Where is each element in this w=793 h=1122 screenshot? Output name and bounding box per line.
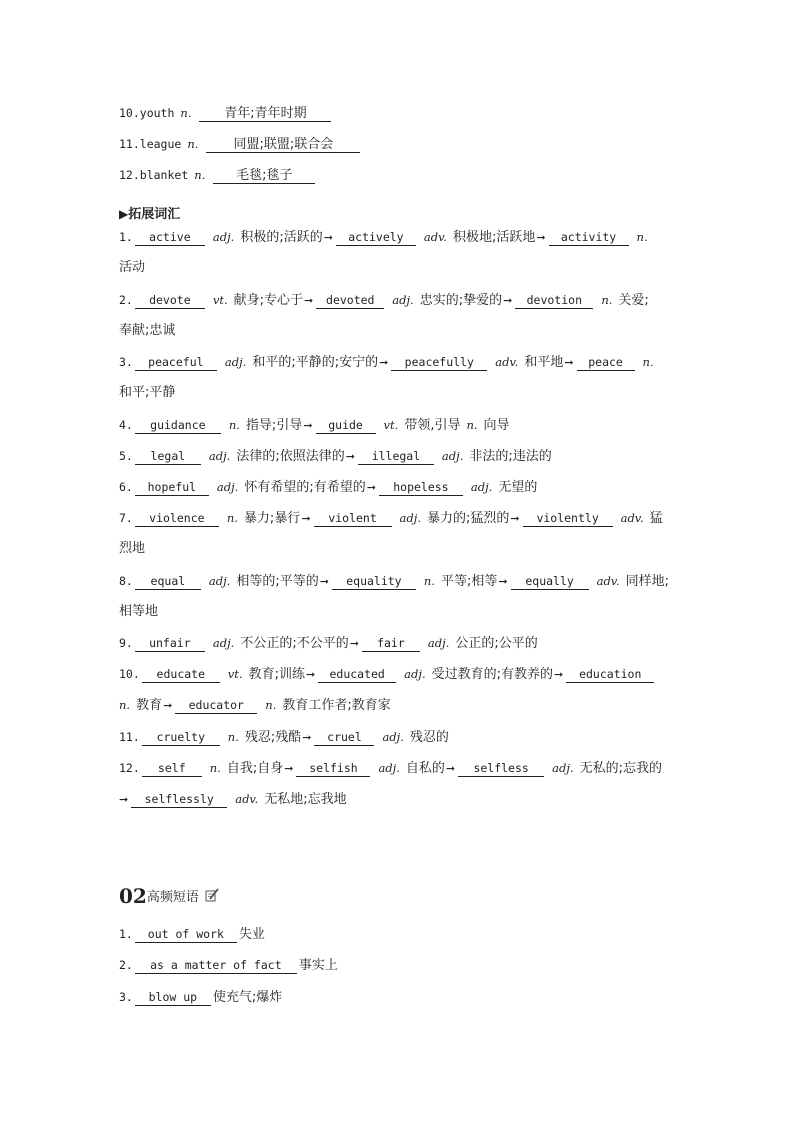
arrow-right-icon: ➞: [301, 512, 311, 525]
meaning-continued: 和平;平静: [119, 385, 176, 400]
meaning-continued: 奉献;忠诚: [119, 323, 176, 338]
answer-blank: legal: [135, 449, 201, 465]
part-of-speech: vt.: [212, 293, 228, 307]
part-of-speech: adj.: [382, 730, 404, 744]
arrow-right-icon: ➞: [163, 699, 173, 712]
expand-item-12-cont: [119, 790, 693, 809]
part-of-speech: adj.: [212, 636, 235, 650]
item-number: 10.: [119, 667, 140, 681]
section-heading-expand: [119, 203, 180, 222]
item-number: 4.: [119, 418, 133, 432]
expand-item-11: [119, 728, 693, 747]
section-title: 高频短语: [146, 890, 199, 905]
part-of-speech: adj.: [399, 511, 421, 525]
meaning-continued: 烈地: [119, 541, 146, 556]
meaning: 和平地: [524, 355, 564, 370]
part-of-speech: n.: [636, 230, 648, 244]
part-of-speech: adj.: [441, 449, 464, 463]
item-number: 2.: [119, 293, 133, 307]
meaning: 残忍的: [409, 730, 449, 745]
part-of-speech: adj.: [208, 449, 231, 463]
part-of-speech: n.: [227, 730, 239, 744]
part-of-speech: n.: [194, 168, 206, 182]
expand-item-7: [119, 509, 693, 528]
arrow-right-icon: ➞: [302, 731, 312, 744]
expand-item-10: [119, 665, 693, 684]
answer-blank: cruelty: [142, 730, 220, 746]
item-number: 6.: [119, 480, 133, 494]
item-number: 3.: [119, 355, 133, 369]
item-number: 2.: [119, 958, 133, 972]
meaning: 积极的;活跃的: [240, 230, 323, 245]
part-of-speech: adj.: [427, 636, 450, 650]
item-number: 7.: [119, 511, 133, 525]
part-of-speech: adv.: [596, 574, 620, 588]
pencil-paper-icon: [205, 887, 219, 901]
vocab-word: youth: [139, 106, 175, 120]
meaning: 受过教育的;有教养的: [431, 667, 554, 682]
arrow-right-icon: ➞: [323, 231, 333, 244]
part-of-speech: n.: [466, 418, 478, 432]
answer-blank: equal: [135, 574, 201, 590]
arrow-right-icon: ➞: [503, 294, 513, 307]
arrow-right-icon: ➞: [284, 762, 294, 775]
expand-item-12: [119, 759, 693, 778]
part-of-speech: adj.: [392, 293, 414, 307]
part-of-speech: adj.: [208, 574, 231, 588]
part-of-speech: adj.: [224, 355, 247, 369]
triangle-marker-icon: ▶: [119, 207, 129, 221]
item-number: 11.: [119, 137, 140, 151]
arrow-right-icon: ➞: [305, 668, 316, 681]
answer-blank: blow up: [135, 990, 211, 1006]
arrow-right-icon: ➞: [445, 762, 456, 775]
section-number: 02: [119, 884, 147, 908]
answer-blank: fair: [362, 636, 420, 652]
expand-item-10-cont: [119, 696, 693, 715]
meaning: 非法的;违法的: [469, 449, 552, 464]
meaning-continued: 相等地: [119, 604, 159, 619]
answer-blank: devotion: [515, 293, 593, 309]
answer-blank: peacefully: [391, 355, 487, 371]
answer-blank: selfish: [296, 761, 370, 777]
answer-blank: out of work: [135, 927, 237, 943]
vocab-item: [119, 166, 693, 185]
answer-blank: selflessly: [131, 792, 227, 808]
answer-blank: activity: [549, 230, 629, 246]
meaning: 忠实的;挚爱的: [419, 293, 503, 308]
answer-blank: education: [566, 667, 654, 683]
item-number: 5.: [119, 449, 133, 463]
part-of-speech: adj.: [212, 230, 235, 244]
phrase-item: [119, 925, 693, 944]
section-heading-phrases: [119, 884, 219, 908]
meaning: 不公正的;不公平的: [240, 636, 349, 651]
part-of-speech: vt.: [227, 667, 243, 681]
arrow-right-icon: ➞: [379, 356, 389, 369]
answer-blank: violence: [135, 511, 219, 527]
answer-blank: guide: [316, 418, 376, 434]
answer-blank: 青年;青年时期: [199, 106, 331, 122]
answer-blank: equality: [332, 574, 416, 590]
part-of-speech: n.: [265, 698, 277, 712]
vocab-item: [119, 104, 693, 123]
item-number: 8.: [119, 574, 133, 588]
arrow-right-icon: ➞: [119, 793, 129, 806]
arrow-right-icon: ➞: [554, 668, 564, 681]
arrow-right-icon: ➞: [536, 231, 546, 244]
answer-blank: illegal: [358, 449, 434, 465]
meaning: 关爱;: [618, 293, 649, 308]
answer-blank: as a matter of fact: [135, 958, 297, 974]
arrow-right-icon: ➞: [498, 575, 508, 588]
expand-item-1: [119, 228, 693, 247]
item-number: 3.: [119, 990, 133, 1004]
meaning: 教育: [136, 698, 163, 713]
item-number: 9.: [119, 636, 133, 650]
expand-item-9: [119, 634, 693, 653]
meaning: 相等的;平等的: [236, 574, 319, 589]
item-number: 12.: [119, 761, 140, 775]
meaning: 指导;引导: [245, 418, 303, 433]
expand-item-3: [119, 353, 693, 372]
expand-item-8: [119, 572, 693, 591]
part-of-speech: adv.: [620, 511, 644, 525]
meaning: 使充气;爆炸: [212, 990, 283, 1005]
answer-blank: peace: [577, 355, 635, 371]
part-of-speech: adj.: [552, 761, 574, 775]
part-of-speech: n.: [209, 761, 221, 775]
item-number: 12.: [119, 168, 140, 182]
meaning: 法律的;依照法律的: [236, 449, 345, 464]
answer-blank: devote: [135, 293, 205, 309]
part-of-speech: adj.: [470, 480, 493, 494]
meaning: 无私地;忘我地: [264, 792, 347, 807]
meaning: 带领,引导: [404, 418, 461, 433]
meaning: 残忍;残酷: [244, 730, 302, 745]
part-of-speech: adv.: [423, 230, 447, 244]
part-of-speech: vt.: [383, 418, 399, 432]
expand-item-5: [119, 447, 693, 466]
arrow-right-icon: ➞: [303, 419, 313, 432]
part-of-speech: n.: [180, 106, 192, 120]
meaning: 事实上: [298, 958, 338, 973]
part-of-speech: adj.: [378, 761, 400, 775]
answer-blank: equally: [511, 574, 589, 590]
part-of-speech: n.: [601, 293, 613, 307]
part-of-speech: adj.: [404, 667, 426, 681]
answer-blank: guidance: [135, 418, 221, 434]
answer-blank: educate: [142, 667, 220, 683]
answer-blank: actively: [336, 230, 416, 246]
vocab-word: league: [139, 137, 182, 151]
meaning: 失业: [238, 927, 265, 942]
phrase-item: [119, 988, 693, 1007]
section-title: 拓展词汇: [128, 207, 181, 222]
answer-blank: hopeless: [379, 480, 463, 496]
answer-blank: violent: [314, 511, 392, 527]
arrow-right-icon: ➞: [366, 481, 376, 494]
meaning: 无望的: [498, 480, 538, 495]
part-of-speech: n.: [226, 511, 238, 525]
arrow-right-icon: ➞: [510, 512, 520, 525]
meaning: 猛: [649, 511, 663, 526]
part-of-speech: n.: [187, 137, 199, 151]
answer-blank: peaceful: [135, 355, 217, 371]
part-of-speech: n.: [642, 355, 654, 369]
meaning: 暴力的;猛烈的: [426, 511, 510, 526]
vocab-word: blanket: [139, 168, 189, 182]
part-of-speech: adj.: [216, 480, 239, 494]
meaning: 向导: [483, 418, 510, 433]
meaning: 无私的;忘我的: [579, 761, 662, 776]
meaning: 教育;训练: [248, 667, 305, 682]
arrow-right-icon: ➞: [319, 575, 329, 588]
answer-blank: selfless: [458, 761, 544, 777]
meaning: 暴力;暴行: [243, 511, 301, 526]
meaning: 平等;相等: [440, 574, 498, 589]
answer-blank: educator: [175, 698, 257, 714]
meaning-continued: 活动: [119, 260, 146, 275]
meaning: 教育工作者;教育家: [282, 698, 391, 713]
expand-item-4: [119, 416, 693, 435]
vocab-item: [119, 135, 693, 154]
item-number: 1.: [119, 927, 133, 941]
arrow-right-icon: ➞: [349, 637, 359, 650]
answer-blank: unfair: [135, 636, 205, 652]
answer-blank: self: [142, 761, 202, 777]
answer-blank: educated: [318, 667, 396, 683]
arrow-right-icon: ➞: [564, 356, 574, 369]
answer-blank: 毛毯;毯子: [213, 168, 315, 184]
part-of-speech: n.: [119, 698, 131, 712]
arrow-right-icon: ➞: [345, 450, 355, 463]
answer-blank: hopeful: [135, 480, 209, 496]
part-of-speech: adv.: [235, 792, 259, 806]
arrow-right-icon: ➞: [304, 294, 314, 307]
phrase-item: [119, 956, 693, 975]
part-of-speech: n.: [228, 418, 240, 432]
answer-blank: 同盟;联盟;联合会: [206, 137, 360, 153]
meaning: 自我;自身: [226, 761, 284, 776]
answer-blank: violently: [523, 511, 613, 527]
answer-blank: devoted: [316, 293, 384, 309]
meaning: 公正的;公平的: [455, 636, 538, 651]
item-number: 11.: [119, 730, 140, 744]
meaning: 怀有希望的;有希望的: [244, 480, 366, 495]
meaning: 自私的: [405, 761, 445, 776]
item-number: 1.: [119, 230, 133, 244]
item-number: 10.: [119, 106, 140, 120]
meaning: 和平的;平静的;安宁的: [252, 355, 379, 370]
expand-item-2: [119, 291, 693, 310]
answer-blank: cruel: [314, 730, 374, 746]
part-of-speech: n.: [423, 574, 435, 588]
meaning: 同样地;: [625, 574, 669, 589]
meaning: 积极地;活跃地: [452, 230, 536, 245]
part-of-speech: adv.: [495, 355, 519, 369]
expand-item-6: [119, 478, 693, 497]
meaning: 献身;专心于: [233, 293, 304, 308]
answer-blank: active: [135, 230, 205, 246]
